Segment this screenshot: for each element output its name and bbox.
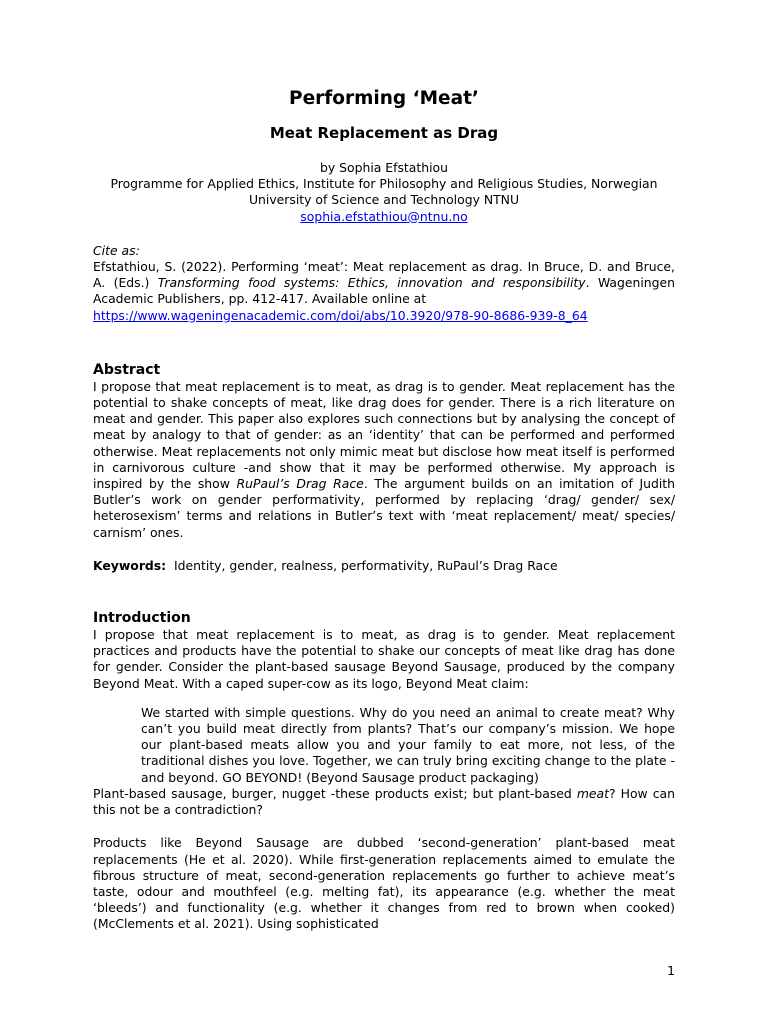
intro-paragraph-1: I propose that meat replacement is to meat, as drag is to gender. Meat replacement practices and products have the potential to shake our concepts of meat like drag has done for gender. Consider the plant-based sausage Beyond Sausage, produced by the company Beyond Meat. With a caped super-cow as its logo, Beyond Meat claim: (93, 627, 675, 691)
citation-text: Efstathiou, S. (2022). Performing ‘meat’: Meat replacement as drag. In Bruce, D. and Bruce, A. (Eds.) Transforming food systems: Ethics, innovation and responsibility. Wageningen Academic Publishers, pp. 412-417. Available online at (93, 259, 675, 307)
product-quote: We started with simple questions. Why do you need an animal to create meat? Why can’t you build meat directly from plants? That’s our company’s mission. We hope our plant-based meats allow you and your family to eat more, not less, of the traditional dishes you love. Together, we can truly bring exciting change to the plate -and beyond. GO BEYOND! (Beyond Sausage product packaging) (141, 704, 675, 785)
keywords-label: Keywords: (93, 557, 167, 573)
paper-title: Performing ‘Meat’ (289, 88, 479, 109)
citation-url-link[interactable]: https://www.wageningenacademic.com/doi/abs/10.3920/978-90-8686-939-8_64 (93, 307, 588, 323)
intro-paragraph-3: Products like Beyond Sausage are dubbed ‘second-generation’ plant-based meat replacements (He et al. 2020). While first-generation replacements aimed to emulate the fibrous structure of meat, second-generation replacements go further to achieve meat’s taste, odour and mouthfeel (e.g. melting fat), its appearance (e.g. whether the meat ‘bleeds’) and functionality (e.g. whether it changes from red to brown when cooked) (McClements et al. 2021). Using sophisticated (93, 835, 675, 932)
citation-block (93, 243, 675, 324)
author-block (93, 160, 675, 225)
paper-subtitle: Meat Replacement as Drag (269, 124, 499, 142)
abstract-text: I propose that meat replacement is to meat, as drag is to gender. Meat replacement has the potential to shake concepts of meat, like drag does for gender. There is a rich literature on meat and gender. This paper also explores such connections but by analysing the concept of meat by analogy to that of gender: as an ‘identity’ that can be performed and performed otherwise. Meat replacements not only mimic meat but disclose how meat itself is performed in carnivorous culture -and show that it may be performed otherwise. My approach is inspired by the show RuPaul’s Drag Race. The argument builds on an imitation of Judith Butler’s work on gender performativity, performed by replacing ‘drag/ gender/ sex/ heterosexism’ terms and relations in Butler’s text with ‘meat replacement/ meat/ species/ carnism’ ones. (93, 378, 676, 540)
page-number: 1 (667, 963, 675, 978)
keywords-line (93, 558, 675, 574)
intro-paragraph-2: Plant-based sausage, burger, nugget -these products exist; but plant-based meat? How can this not be a contradiction? (93, 785, 675, 818)
cite-label: Cite as: (93, 242, 140, 258)
abstract-heading: Abstract (93, 361, 161, 378)
author-affiliation: Programme for Applied Ethics, Institute for Philosophy and Religious Studies, Norwegian University of Science and Technology NTNU (110, 176, 658, 208)
introduction-heading: Introduction (93, 610, 191, 627)
author-byline: by Sophia Efstathiou (320, 160, 448, 175)
keywords-text: Identity, gender, realness, performativity, RuPaul’s Drag Race (174, 557, 558, 573)
author-email-link[interactable]: sophia.efstathiou@ntnu.no (300, 208, 468, 224)
